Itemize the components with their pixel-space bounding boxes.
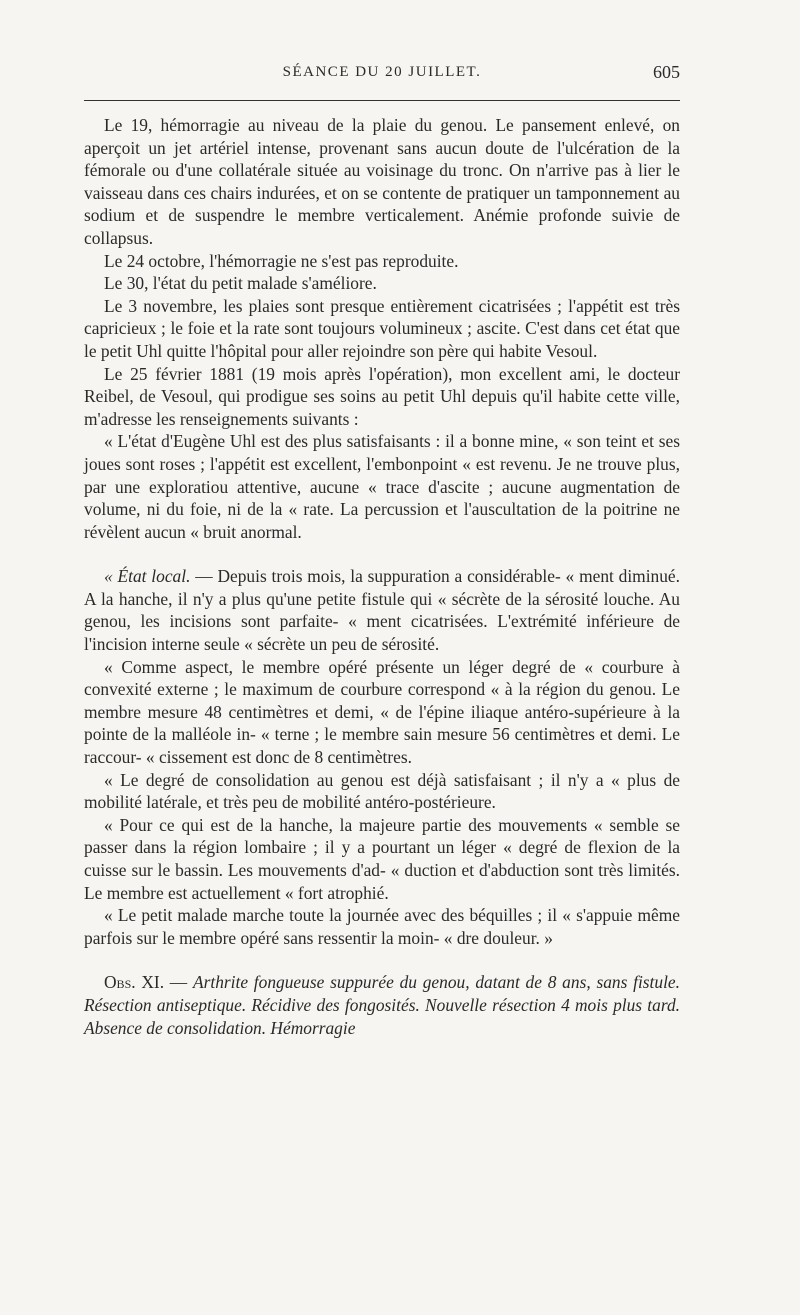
paragraph: Le 19, hémorragie au niveau de la plaie du genou. Le pansement enlevé, on aperçoit un jet artériel intense, provenant sans aucun doute de l'ulcération de la fémorale ou d'une collatérale située au voisinage du tronc. On n'arrive pas à lier le vaisseau dans ces chairs indurées, et on se contente de pratiquer un tamponnement au sodium et de suspendre le membre verticalement. Anémie profonde suivie de collapsus. (84, 115, 680, 248)
quoted-paragraph: « L'état d'Eugène Uhl est des plus satisfaisants : il a bonne mine, « son teint et ses joues sont roses ; l'appétit est excellent, l'embonpoint « est revenu. Je ne trouve plus, par une exploratiou attentive, aucune « trace d'ascite ; aucune augmentation de volume, ni du foie, ni de la « rate. La percussion et l'auscultation de la poitrine ne révèlent aucun « bruit anormal. (84, 431, 680, 542)
quoted-paragraph: « Le petit malade marche toute la journée avec des béquilles ; il « s'appuie même parfois sur le membre opéré sans ressentir la moin- « dre douleur. » (84, 905, 680, 948)
observation-label: Obs. XI. (104, 972, 165, 993)
quoted-paragraph: « Le degré de consolidation au genou est déjà satisfaisant ; il n'y a « plus de mobilité latérale, et très peu de mobilité antéro-postérieure. (84, 769, 680, 813)
observation-dash: — (164, 972, 193, 993)
paragraph: Le 3 novembre, les plaies sont presque entièrement cicatrisées ; l'appétit est très capricieux ; le foie et la rate sont toujours volumineux ; ascite. C'est dans cet état que le petit Uhl quitte l'hôpital pour aller rejoindre son père qui habite Vesoul. (84, 295, 680, 361)
quoted-paragraph: « Pour ce qui est de la hanche, la majeure partie des mouvements « semble se passer dans la région lombaire ; il y a pourtant un léger « degré de flexion de la cuisse sur le bassin. Les mouvements d'ad- « duction et d'abduction sont très limités. Le membre est actuellement « fort atrophié. (84, 814, 680, 903)
observation-title: Arthrite fongueuse suppurée du genou, datant de 8 ans, sans fistule. Résection antiseptique. Récidive des fongosités. Nouvelle résection 4 mois plus tard. Absence de consolidation. Hémorragie (84, 972, 680, 1038)
header-rule (84, 100, 680, 101)
body-text (84, 114, 680, 1039)
paragraph: Le 24 octobre, l'hémorragie ne s'est pas reproduite. (104, 250, 459, 271)
quoted-paragraph: « Comme aspect, le membre opéré présente un léger degré de « courbure à convexité externe ; le maximum de courbure correspond « à la région du genou. Le membre mesure 48 centimètres et demi, « de l'épine iliaque antéro-supérieure à la pointe de la malléole in- « terne ; le membre sain mesure 56 centimètres et demi. Le raccour- « cissement est donc de 8 centimètres. (84, 656, 680, 768)
quoted-paragraph-etat-local (84, 565, 680, 655)
paragraph: Le 25 février 1881 (19 mois après l'opération), mon excellent ami, le docteur Reibel, de Vesoul, qui prodigue ses soins au petit Uhl depuis qu'il habite cette ville, m'adresse les renseignements suivants : (84, 363, 680, 429)
page-header (84, 64, 680, 88)
page-number: 605 (653, 62, 680, 82)
paragraph: Le 30, l'état du petit malade s'améliore. (104, 273, 377, 294)
etat-local-label: « État local. (104, 566, 191, 587)
observation-heading (84, 971, 680, 1039)
etat-local-text: — Depuis trois mois, la suppuration a considérable- « ment diminué. A la hanche, il n'y a plus qu'une petite fistule qui « sécrète de la sérosité louche. Au genou, les incisions sont parfaite- « ment cicatrisées. L'extrémité inférieure de l'incision interne seule « sécrète un peu de sérosité. (84, 566, 681, 655)
running-title: SÉANCE DU 20 JUILLET. (282, 64, 482, 80)
